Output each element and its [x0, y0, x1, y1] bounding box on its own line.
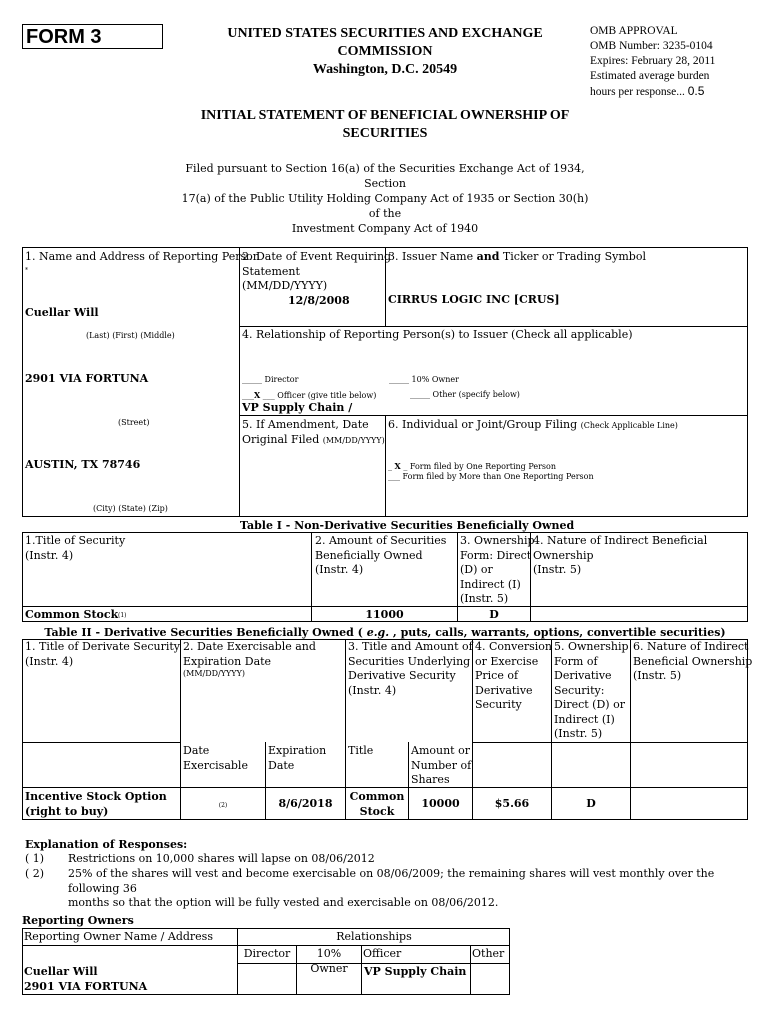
table2-title-eg: e.g. — [366, 626, 390, 639]
t2-col1-line1: 1. Title of Derivate Security — [25, 640, 180, 653]
filing-one-text: _ Form filed by One Reporting Person — [403, 462, 556, 471]
box6-label-small: (Check Applicable Line) — [580, 421, 678, 430]
t2-row-underlying1: Common — [349, 790, 405, 803]
t2-sub-amt1: Amount or — [411, 744, 470, 757]
divider — [22, 742, 180, 743]
t2-col4-line3: Price of — [475, 669, 519, 682]
box2-line1: 2. Date of Event Requiring — [242, 250, 392, 263]
box3-label-a: 3. Issuer Name — [388, 250, 477, 263]
box3-label-b: Ticker or Trading Symbol — [499, 250, 646, 263]
divider — [180, 639, 181, 820]
page-title — [170, 107, 600, 143]
owners-col-ten-percent: 10% Owner — [310, 947, 348, 975]
owner-officer-title: VP Supply Chain — [364, 965, 467, 978]
divider — [22, 945, 510, 946]
footnote-2-text — [68, 867, 758, 911]
t2-col5-line2: Form of — [554, 654, 598, 668]
t1-col1-line1: 1.Title of Security — [25, 534, 126, 547]
omb-hours-value: 0.5 — [687, 84, 705, 98]
box1-asterisk: * — [25, 267, 28, 274]
filing-one-check: X — [394, 461, 401, 471]
t2-col4-line4: Derivative — [475, 683, 533, 697]
divider — [470, 945, 471, 995]
omb-line2: OMB Number: 3235-0104 — [590, 40, 713, 52]
t1-col4-line1: 4. Nature of Indirect Beneficial — [533, 534, 708, 547]
t2-sub-date-exercisable — [183, 744, 248, 773]
t1-col2-line1: 2. Amount of Securities — [315, 534, 447, 547]
t2-sub-amt2: Number of — [411, 758, 472, 772]
t2-sub-expiration — [268, 744, 326, 773]
name-caption: (Last) (First) (Middle) — [86, 331, 175, 340]
t2-col6-line1: 6. Nature of Indirect — [633, 640, 749, 653]
divider — [472, 742, 748, 743]
t2-row-expiration: 8/6/2018 — [278, 797, 333, 810]
omb-approval — [590, 24, 765, 100]
t1-col4-header — [533, 534, 707, 578]
owner-address: 2901 VIA FORTUNA — [24, 979, 148, 993]
t2-col2-line1: 2. Date Exercisable and — [183, 640, 316, 653]
t2-col3-line3: Derivative Security — [348, 669, 456, 682]
divider — [385, 415, 386, 517]
t1-col4-line3: (Instr. 5) — [533, 563, 582, 576]
t1-col4-line2: Ownership — [533, 548, 594, 562]
t2-col2-line3: (MM/DD/YYYY) — [183, 669, 245, 678]
divider — [239, 326, 748, 327]
t2-col4-line5: Security — [475, 698, 522, 711]
t1-col3-line1: 3. Ownership — [460, 534, 535, 547]
t1-col2-line3: (Instr. 4) — [315, 563, 364, 576]
t2-col5-line7: (Instr. 5) — [554, 727, 603, 740]
box5-line2-text: Original Filed — [242, 432, 320, 446]
omb-line1: OMB APPROVAL — [590, 25, 678, 37]
box6-label — [388, 418, 678, 433]
rel-officer-blank: ___ — [242, 391, 254, 400]
officer-title: VP Supply Chain / — [242, 401, 353, 414]
agency-line3: Washington, D.C. 20549 — [312, 62, 458, 77]
t2-row-title1: Incentive Stock Option — [25, 790, 167, 803]
filed-line1: Filed pursuant to Section 16(a) of the Securities Exchange Act of 1934, Section — [185, 162, 585, 190]
agency-line2: COMMISSION — [337, 44, 433, 59]
box2-line3: (MM/DD/YYYY) — [242, 279, 328, 292]
t1-row-footnote: (1) — [118, 612, 127, 619]
t2-sub-amt3: Shares — [411, 773, 450, 786]
t2-sub-exp2: Date — [268, 758, 295, 772]
rel-officer-check: X — [254, 390, 261, 400]
divider — [361, 945, 362, 995]
t2-col3-line1: 3. Title and Amount of — [348, 640, 473, 653]
footnote-2-line2: months so that the option will be fully vested and exercisable on 08/06/2012. — [68, 896, 499, 909]
issuer-name: CIRRUS LOGIC INC [CRUS] — [388, 293, 560, 306]
agency-line1: UNITED STATES SECURITIES AND EXCHANGE — [227, 26, 543, 41]
t2-row-underlying2: Stock — [359, 804, 395, 818]
box5-line1: 5. If Amendment, Date — [242, 418, 369, 431]
divider — [239, 247, 240, 517]
title-line1: INITIAL STATEMENT OF BENEFICIAL OWNERSHIP OF — [200, 108, 570, 123]
t1-col3-line5: (Instr. 5) — [460, 592, 509, 605]
box3-label-and: and — [476, 250, 500, 263]
t2-col5-line3: Derivative — [554, 669, 612, 682]
footnote-2-line1: 25% of the shares will vest and become exercisable on 08/06/2009; the remaining shares will vest monthly over the following 36 — [68, 867, 715, 895]
reporting-person-name: Cuellar Will — [25, 306, 99, 319]
t2-col5-line4: Security: — [554, 683, 605, 697]
t2-col4-line2: or Exercise — [475, 654, 539, 668]
t1-row-form: D — [489, 608, 499, 621]
t2-col5-line1: 5. Ownership — [554, 640, 629, 653]
box2-line2: Statement — [242, 264, 300, 278]
t2-col1-line2: (Instr. 4) — [25, 654, 74, 668]
footnote-1-label: ( 1) — [25, 852, 45, 865]
box4-label: 4. Relationship of Reporting Person(s) to Issuer (Check all applicable) — [242, 328, 633, 341]
box5-line2-small: (MM/DD/YYYY) — [322, 435, 385, 445]
t1-col2-line2: Beneficially Owned — [315, 548, 423, 562]
t2-row-title2: (right to buy) — [25, 804, 109, 818]
t2-col1-header — [25, 640, 180, 669]
rel-ten-percent: _____ 10% Owner — [389, 375, 459, 384]
t2-col3-line2: Securities Underlying — [348, 654, 471, 668]
t2-col2-header — [183, 640, 316, 679]
omb-hours-label: hours per response... — [590, 86, 685, 98]
filing-one-blank: _ — [388, 462, 392, 471]
t2-col5-line5: Direct (D) or — [554, 698, 625, 711]
omb-line5 — [590, 84, 765, 100]
rel-officer-text: ___ Officer (give title below) — [260, 391, 377, 400]
t2-col6-line2: Beneficial Ownership — [633, 654, 753, 668]
omb-line4: Estimated average burden — [590, 70, 710, 82]
rel-officer — [242, 390, 376, 401]
t2-col6-line3: (Instr. 5) — [633, 669, 682, 682]
filed-line3: Investment Company Act of 1940 — [291, 222, 479, 235]
t2-col2-line2: Expiration Date — [183, 654, 272, 668]
street-address: 2901 VIA FORTUNA — [25, 372, 149, 385]
owner-name: Cuellar Will — [24, 965, 98, 978]
t2-sub-exp1: Expiration — [268, 744, 327, 757]
event-date: 12/8/2008 — [288, 294, 350, 307]
box3-label — [388, 250, 646, 265]
divider — [22, 606, 748, 607]
owners-col-name: Reporting Owner Name / Address — [24, 930, 213, 943]
filing-more-persons: ___ Form filed by More than One Reporting Person — [388, 472, 594, 481]
t2-row-amount: 10000 — [421, 797, 460, 810]
table1-title: Table I - Non-Derivative Securities Beneficially Owned — [239, 519, 575, 532]
t2-row-underlying — [346, 790, 408, 819]
owner-name-address — [24, 965, 147, 994]
divider — [630, 639, 631, 820]
box5-label — [242, 418, 385, 447]
t1-col3-line3: (D) or — [460, 563, 493, 576]
divider — [22, 787, 748, 788]
t2-row-price: $5.66 — [494, 797, 530, 810]
owners-col-director: Director — [243, 947, 291, 960]
t2-col6-header — [633, 640, 752, 684]
t1-row-security: Common Stock — [25, 608, 119, 621]
explanation-heading: Explanation of Responses: — [25, 838, 188, 851]
rel-director: _____ Director — [242, 375, 299, 384]
t2-col4-line1: 4. Conversion — [475, 640, 552, 653]
t1-row-amount: 11000 — [365, 608, 404, 621]
footnote-2-label: ( 2) — [25, 867, 45, 880]
t1-col3-header — [460, 534, 535, 607]
table2-title-a: Table II - Derivative Securities Beneficially Owned ( — [44, 626, 367, 639]
t2-col4-header — [475, 640, 552, 713]
city-state-zip: AUSTIN, TX 78746 — [25, 458, 141, 471]
t2-row-form: D — [586, 797, 596, 810]
box6-label-text: 6. Individual or Joint/Group Filing — [388, 418, 578, 431]
footnote-1-text: Restrictions on 10,000 shares will lapse on 08/06/2012 — [68, 852, 375, 865]
t2-row-footnote: (2) — [218, 802, 228, 809]
city-caption: (City) (State) (Zip) — [93, 504, 168, 513]
t1-col2-header — [315, 534, 446, 578]
t2-col3-line4: (Instr. 4) — [348, 683, 397, 697]
agency-title — [200, 25, 570, 79]
filed-line2: 17(a) of the Public Utility Holding Company Act of 1935 or Section 30(h) of the — [181, 192, 589, 220]
filed-pursuant — [175, 161, 595, 236]
title-line2: SECURITIES — [342, 126, 428, 141]
owners-col-relationships: Relationships — [336, 930, 412, 943]
t2-sub-date-ex1: Date — [183, 744, 210, 757]
t2-col3-header — [348, 640, 473, 698]
box1-label: 1. Name and Address of Reporting Person — [25, 250, 260, 263]
t2-col5-line6: Indirect (I) — [554, 712, 615, 726]
table2-title-b: , puts, calls, warrants, options, convertible securities) — [389, 626, 726, 639]
t1-col1-line2: (Instr. 4) — [25, 548, 74, 562]
box2-label — [242, 250, 391, 294]
street-caption: (Street) — [118, 418, 150, 427]
t2-row-title — [25, 790, 167, 819]
owners-col-officer: Officer — [363, 947, 402, 960]
t1-col3-line4: Indirect (I) — [460, 577, 521, 591]
box5-line2 — [242, 433, 385, 448]
t1-col3-line2: Form: Direct — [460, 548, 532, 562]
form-label: FORM 3 — [22, 24, 163, 49]
rel-other: _____ Other (specify below) — [410, 390, 520, 399]
t2-col5-header — [554, 640, 629, 742]
t1-col1-header — [25, 534, 125, 563]
owners-heading: Reporting Owners — [22, 914, 134, 927]
t2-sub-amount — [411, 744, 471, 788]
filing-one-person — [388, 461, 556, 472]
t2-sub-title: Title — [348, 744, 374, 757]
t2-sub-date-ex2: Exercisable — [183, 758, 248, 772]
owners-col-other: Other — [472, 947, 505, 960]
omb-line3: Expires: February 28, 2011 — [590, 55, 716, 67]
